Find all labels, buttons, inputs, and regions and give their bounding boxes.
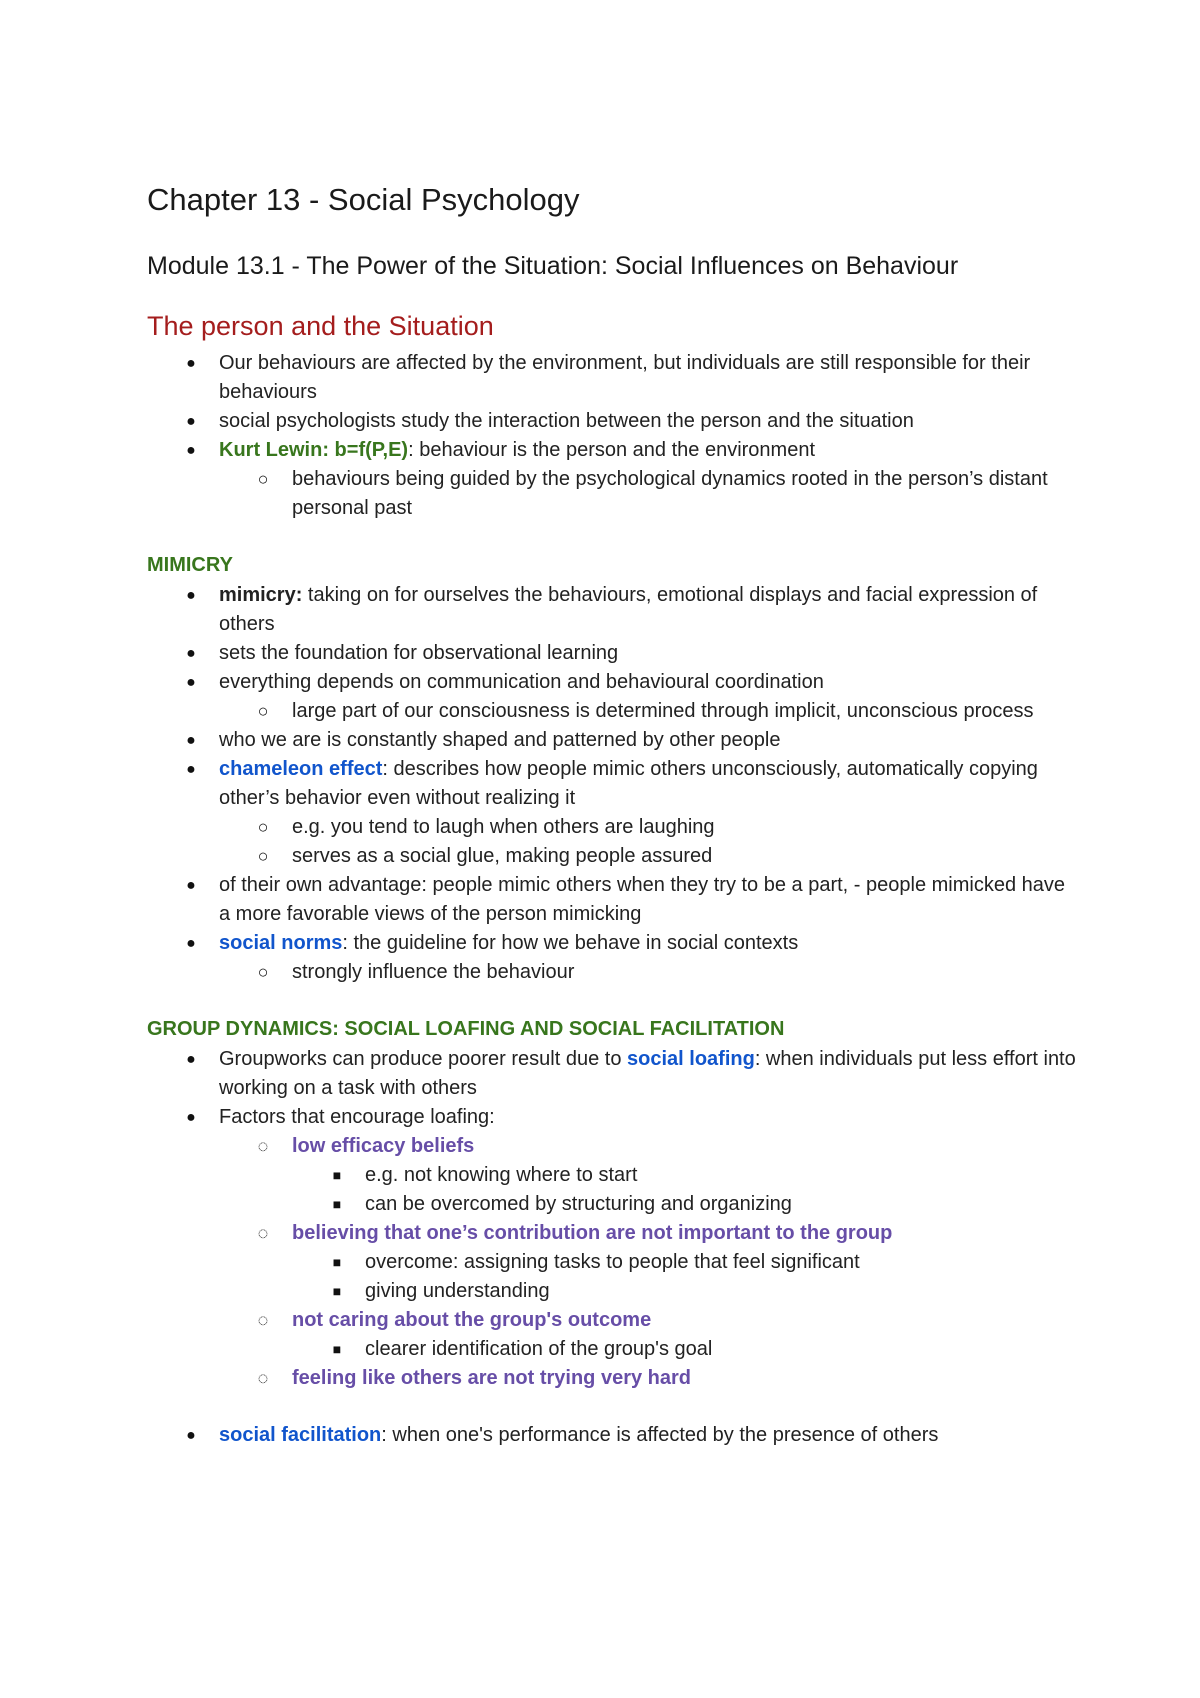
list-item: [147, 813, 1077, 842]
list-item: [147, 1306, 1077, 1335]
list-item-text: : the guideline for how we behave in social contexts: [342, 932, 799, 954]
list-item: [147, 842, 1077, 871]
bullet-icon: ●: [186, 761, 196, 778]
list-item: [147, 958, 1077, 987]
circle-bullet-icon: ○: [257, 962, 269, 982]
circle-bullet-icon: ○: [257, 817, 269, 837]
square-bullet-icon: ■: [332, 1196, 342, 1212]
spacer: [147, 1393, 1077, 1421]
chapter-title: Chapter 13 - Social Psychology: [147, 182, 580, 217]
bullet-icon: ●: [186, 587, 196, 604]
list-item: [147, 726, 1077, 755]
bullet-icon: ●: [186, 645, 196, 662]
list-item-text: : when individuals put less effort into working on a task with others: [219, 1048, 1076, 1099]
list-item-text: everything depends on communication and behavioural coordination: [219, 671, 824, 693]
person-situation-list: [147, 349, 1077, 523]
bullet-icon: ●: [186, 442, 196, 459]
list-item-text: social psychologists study the interaction between the person and the situation: [219, 410, 914, 432]
term-mimicry: mimicry:: [219, 584, 303, 606]
group-dynamics-list: [147, 1045, 1077, 1393]
term-chameleon-effect: chameleon effect: [219, 758, 383, 780]
list-item-text: Groupworks can produce poorer result due to: [219, 1048, 627, 1070]
list-item: [147, 1132, 1077, 1161]
list-item-text: : behaviour is the person and the environment: [408, 439, 816, 461]
list-item-text: clearer identification of the group's goal: [365, 1338, 713, 1360]
bullet-icon: ●: [186, 1109, 196, 1126]
list-item: [147, 1161, 1077, 1190]
square-bullet-icon: ■: [332, 1254, 342, 1270]
list-item-text: e.g. you tend to laugh when others are laughing: [292, 816, 715, 838]
bullet-icon: ●: [186, 732, 196, 749]
list-item-text: strongly influence the behaviour: [292, 961, 575, 983]
square-bullet-icon: ■: [332, 1283, 342, 1299]
factor-low-efficacy: low efficacy beliefs: [292, 1135, 475, 1157]
list-item-text: sets the foundation for observational learning: [219, 642, 619, 664]
section-heading-group-dynamics: GROUP DYNAMICS: SOCIAL LOAFING AND SOCIAL FACILITATION: [147, 1018, 785, 1040]
list-item-text: can be overcomed by structuring and organizing: [365, 1193, 792, 1215]
list-item-text: behaviours being guided by the psychological dynamics rooted in the person’s distant personal past: [292, 468, 1048, 519]
list-item: [147, 1103, 1077, 1132]
factor-contribution: believing that one’s contribution are not important to the group: [292, 1222, 893, 1244]
dotted-circle-bullet-icon: ◌: [257, 1136, 269, 1156]
document-content: [147, 180, 1077, 1450]
list-item-text: giving understanding: [365, 1280, 550, 1302]
list-item: [147, 755, 1077, 813]
list-item: [147, 407, 1077, 436]
list-item: [147, 1248, 1077, 1277]
list-item-text: Factors that encourage loafing:: [219, 1106, 495, 1128]
section-heading-person-situation: The person and the Situation: [147, 311, 494, 341]
list-item-text: e.g. not knowing where to start: [365, 1164, 638, 1186]
bullet-icon: ●: [186, 1427, 196, 1444]
list-item: [147, 1219, 1077, 1248]
list-item: [147, 871, 1077, 929]
list-item: [147, 1277, 1077, 1306]
bullet-icon: ●: [186, 877, 196, 894]
list-item: [147, 929, 1077, 958]
list-item: [147, 1190, 1077, 1219]
list-item-text: Our behaviours are affected by the environment, but individuals are still responsible for their behaviours: [219, 352, 1031, 403]
factor-others-effort: feeling like others are not trying very hard: [292, 1367, 692, 1389]
list-item: [147, 436, 1077, 465]
list-item: [147, 668, 1077, 697]
bullet-icon: ●: [186, 674, 196, 691]
square-bullet-icon: ■: [332, 1341, 342, 1357]
list-item: [147, 697, 1077, 726]
list-item-text: : describes how people mimic others unconsciously, automatically copying other’s behavior even without realizing it: [219, 758, 1038, 809]
module-title: Module 13.1 - The Power of the Situation: Social Influences on Behaviour: [147, 252, 959, 280]
dotted-circle-bullet-icon: ◌: [257, 1368, 269, 1388]
spacer: [147, 523, 1077, 551]
list-item-text: taking on for ourselves the behaviours, emotional displays and facial expression of others: [219, 584, 1038, 635]
bullet-icon: ●: [186, 355, 196, 372]
list-item: [147, 1045, 1077, 1103]
term-social-loafing: social loafing: [627, 1048, 755, 1070]
term-social-norms: social norms: [219, 932, 343, 954]
group-dynamics-list-continued: [147, 1421, 1077, 1450]
term-kurt-lewin: Kurt Lewin: b=f(P,E): [219, 439, 409, 461]
spacer: [147, 987, 1077, 1015]
list-item: [147, 465, 1077, 523]
list-item: [147, 1421, 1077, 1450]
list-item: [147, 581, 1077, 639]
list-item: [147, 349, 1077, 407]
square-bullet-icon: ■: [332, 1167, 342, 1183]
factor-outcome: not caring about the group's outcome: [292, 1309, 652, 1331]
circle-bullet-icon: ○: [257, 701, 269, 721]
dotted-circle-bullet-icon: ◌: [257, 1310, 269, 1330]
bullet-icon: ●: [186, 413, 196, 430]
list-item-text: of their own advantage: people mimic others when they try to be a part, - people mimicked have a more favorable views of the person mimicking: [219, 874, 1066, 925]
dotted-circle-bullet-icon: ◌: [257, 1223, 269, 1243]
list-item-text: who we are is constantly shaped and patterned by other people: [219, 729, 781, 751]
circle-bullet-icon: ○: [257, 469, 269, 489]
list-item: [147, 1335, 1077, 1364]
mimicry-list: [147, 581, 1077, 987]
list-item-text: : when one's performance is affected by the presence of others: [381, 1424, 939, 1446]
circle-bullet-icon: ○: [257, 846, 269, 866]
list-item: [147, 639, 1077, 668]
term-social-facilitation: social facilitation: [219, 1424, 382, 1446]
list-item-text: overcome: assigning tasks to people that feel significant: [365, 1251, 860, 1273]
bullet-icon: ●: [186, 935, 196, 952]
list-item-text: serves as a social glue, making people assured: [292, 845, 713, 867]
list-item-text: large part of our consciousness is determined through implicit, unconscious process: [292, 700, 1034, 722]
list-item: [147, 1364, 1077, 1393]
section-heading-mimicry: MIMICRY: [147, 554, 233, 576]
bullet-icon: ●: [186, 1051, 196, 1068]
